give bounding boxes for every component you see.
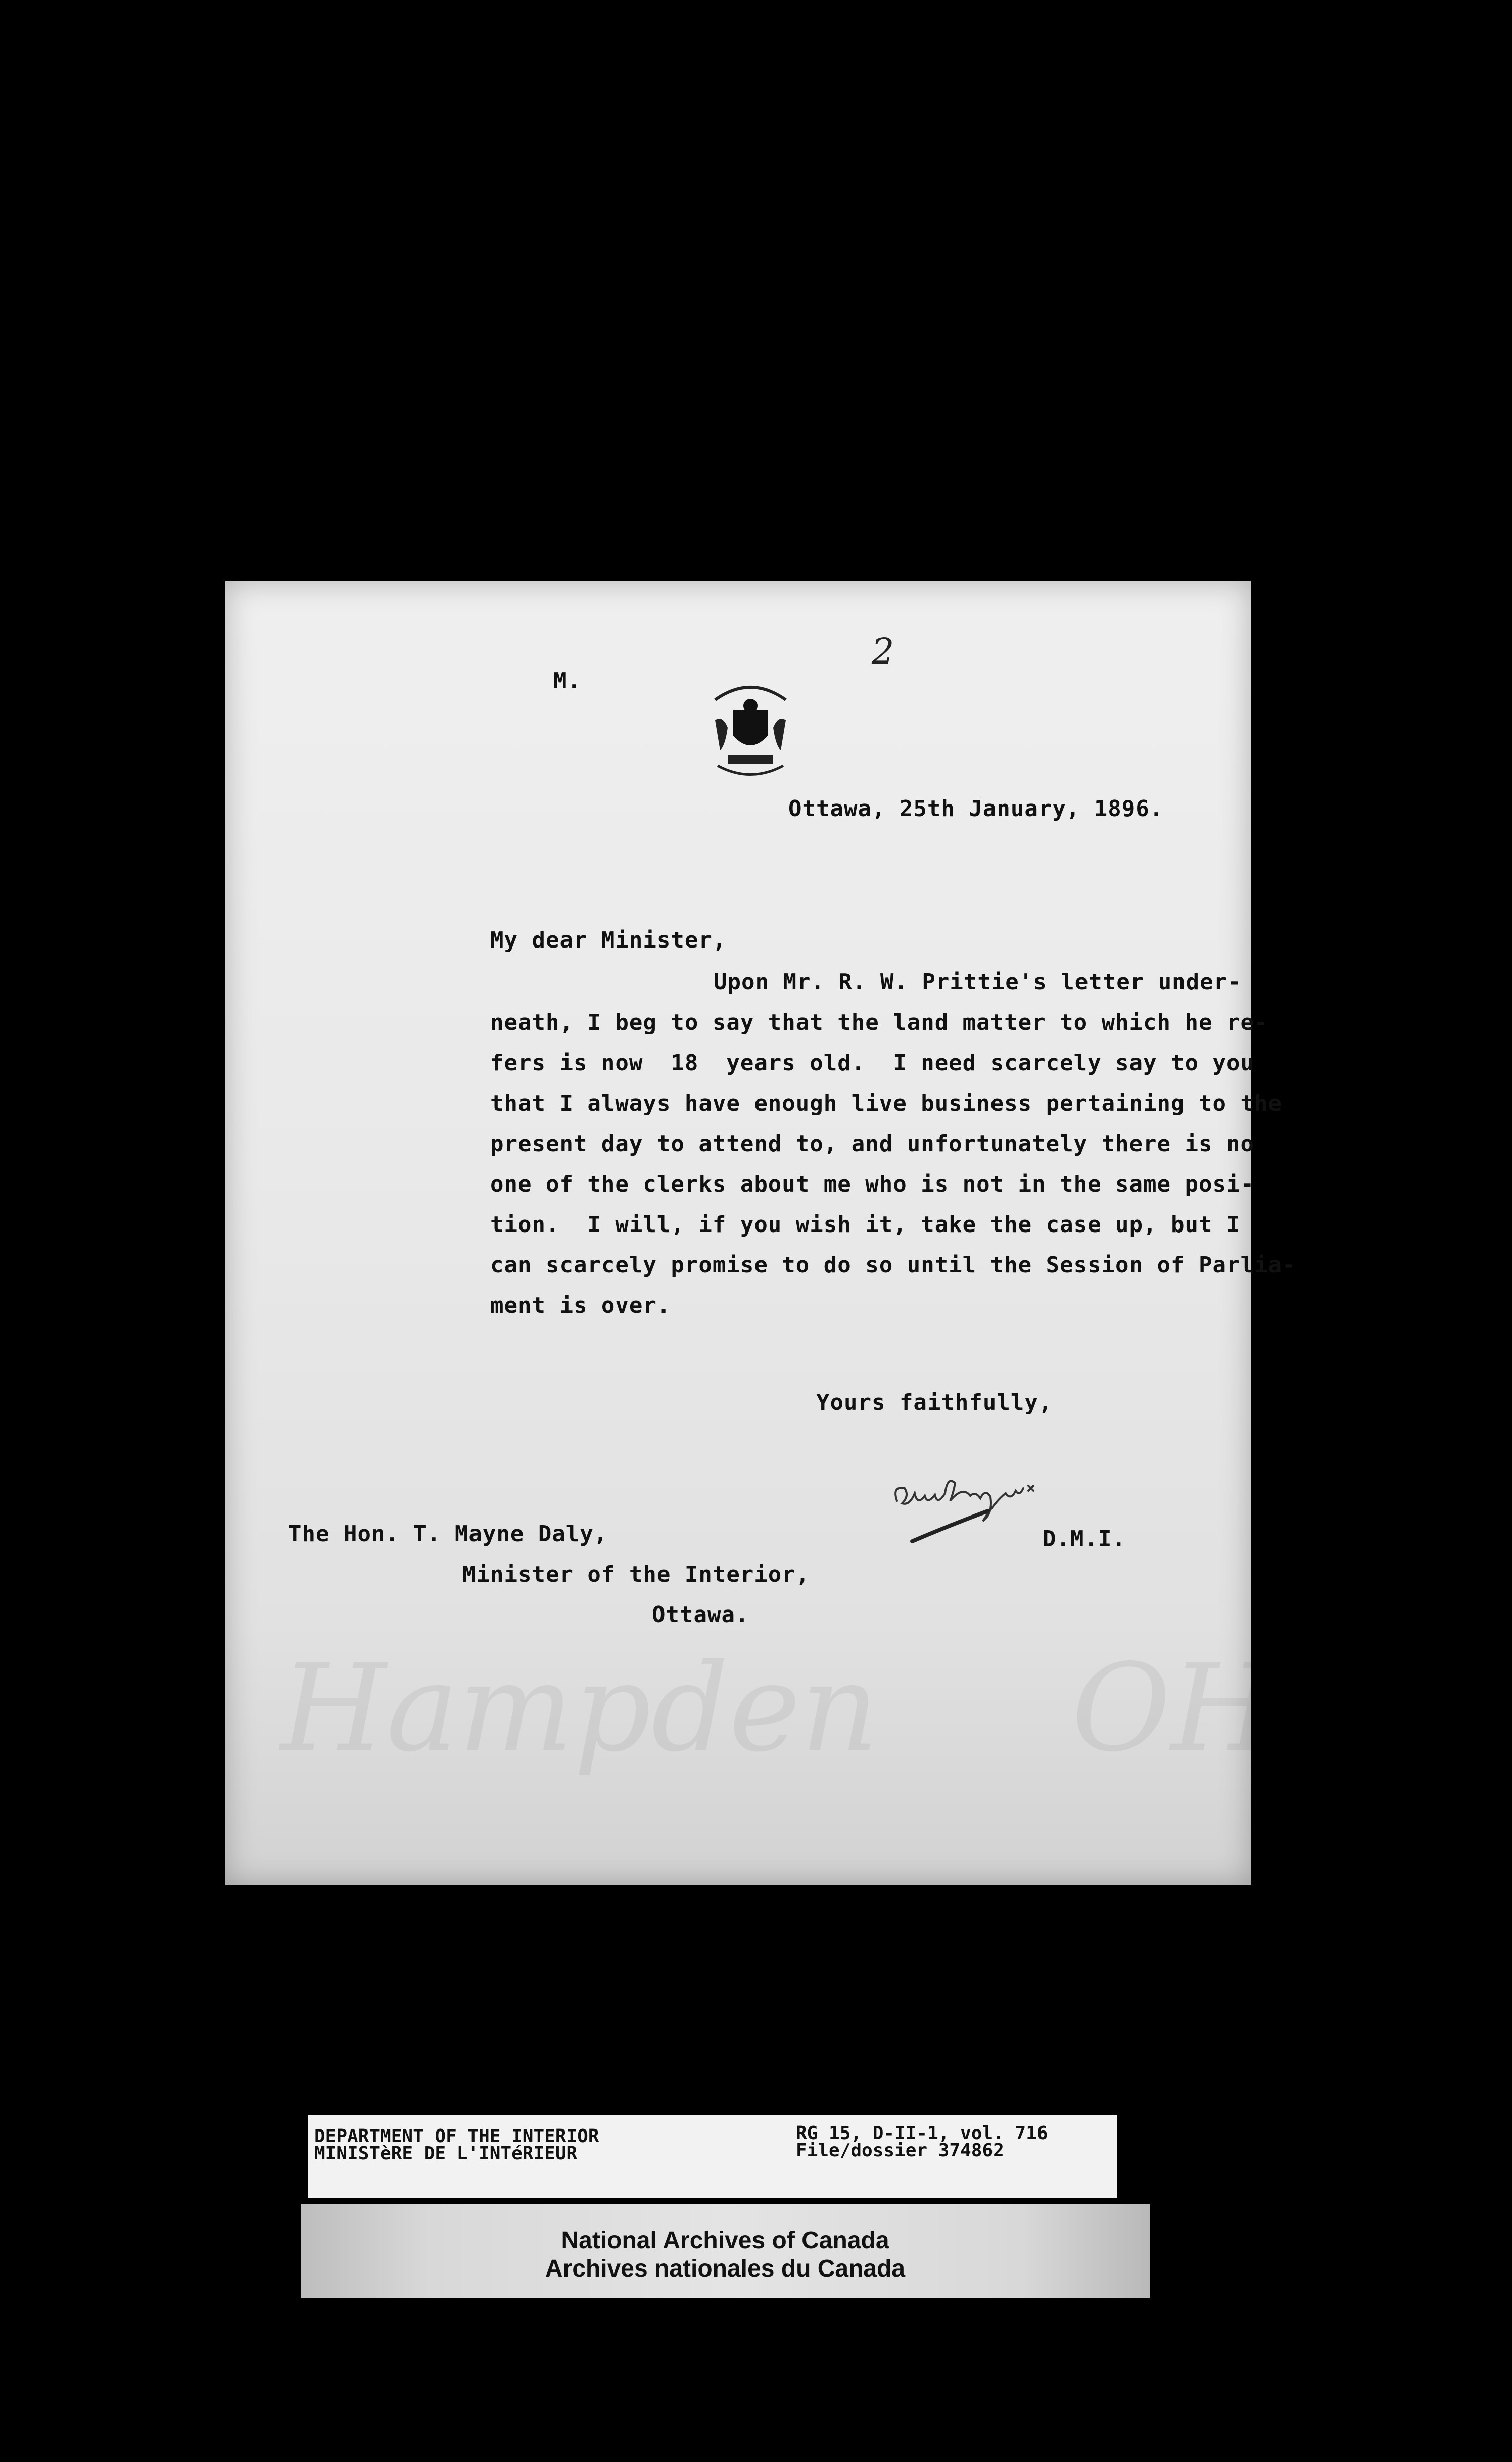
salutation: My dear Minister, [490, 927, 727, 953]
faded-stamp-watermark: Hampden OH [280, 1637, 1277, 1779]
body-line: Upon Mr. R. W. Prittie's letter under- [714, 969, 1242, 995]
handwritten-signature [887, 1465, 1049, 1551]
body-line: that I always have enough live business pertaining to the [490, 1091, 1282, 1116]
signer-title: D.M.I. [1043, 1526, 1126, 1552]
letter-page [225, 581, 1296, 1885]
archive-name-fr: Archives nationales du Canada [545, 2255, 906, 2282]
body-line: fers is now 18 years old. I need scarcely say to you [490, 1050, 1254, 1076]
body-line: neath, I beg to say that the land matter to which he re- [490, 1010, 1268, 1035]
page-number-handwritten: 2 [872, 631, 894, 672]
dept-name-fr: MINISTèRE DE L'INTéRIEUR [314, 2143, 578, 2164]
department-crest-icon [705, 680, 796, 781]
ref-volume: RG 15, D-II-1, vol. 716 [796, 2123, 1048, 2144]
body-line: tion. I will, if you wish it, take the case up, but I [490, 1212, 1241, 1238]
archival-reference-label [308, 2115, 1117, 2198]
dept-name-en: DEPARTMENT OF THE INTERIOR [314, 2126, 599, 2147]
body-line: can scarcely promise to do so until the Session of Parlia- [490, 1252, 1296, 1278]
ref-file: File/dossier 374862 [796, 2140, 1004, 2161]
archive-banner [301, 2204, 1150, 2298]
archive-name-en: National Archives of Canada [561, 2227, 889, 2254]
recipient-line: The Hon. T. Mayne Daly, [288, 1521, 608, 1547]
closing: Yours faithfully, [816, 1390, 1053, 1415]
body-line: one of the clerks about me who is not in the same posi- [490, 1171, 1254, 1197]
recipient-line: Ottawa. [652, 1602, 749, 1628]
recipient-line: Minister of the Interior, [462, 1561, 810, 1587]
body-line: present day to attend to, and unfortunately there is no [490, 1131, 1254, 1157]
body-line: ment is over. [490, 1293, 671, 1318]
initial-mark: M. [553, 668, 581, 694]
dateline: Ottawa, 25th January, 1896. [788, 796, 1164, 822]
